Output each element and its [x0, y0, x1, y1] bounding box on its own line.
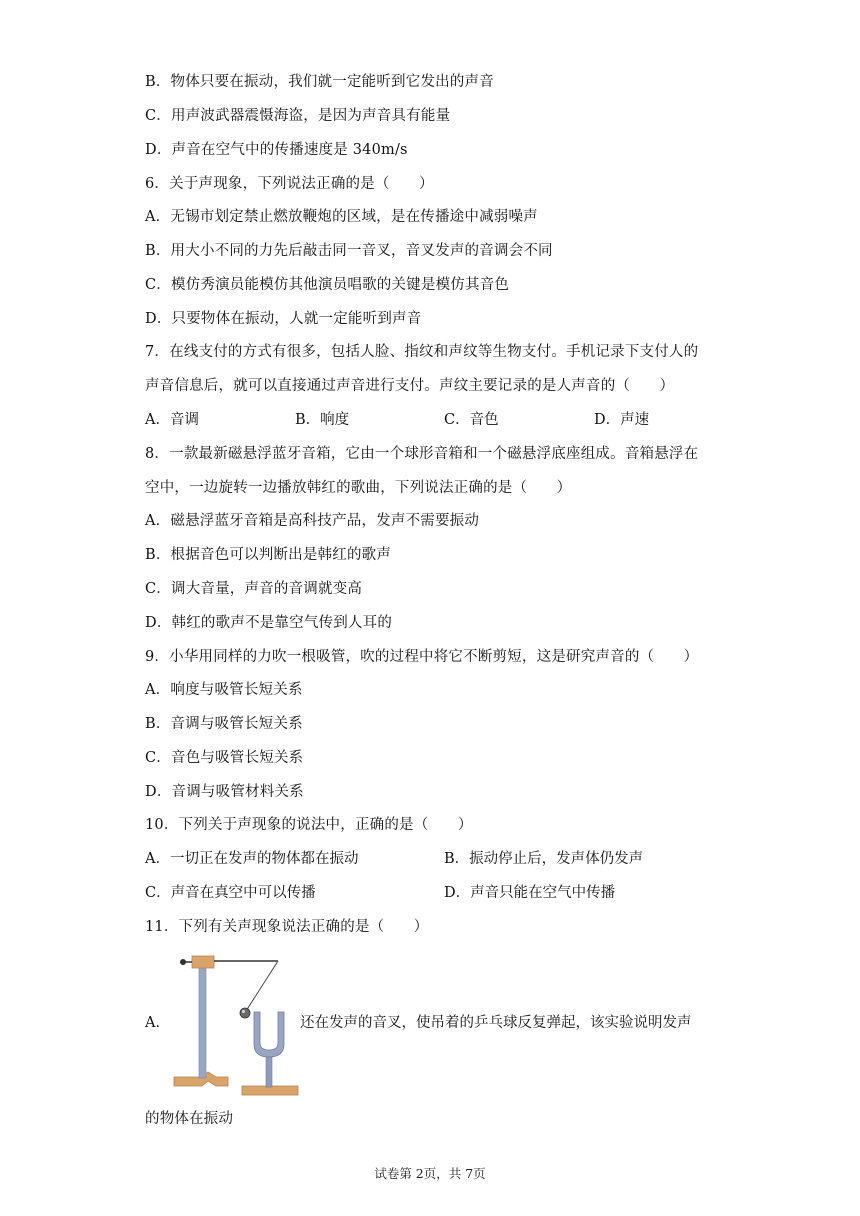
q7-option-d: D．声速	[594, 412, 650, 428]
q7-stem-line1: 7．在线支付的方式有很多，包括人脸、指纹和声纹等生物支付。手机记录下支付人的	[145, 344, 699, 360]
stand-rod-icon	[199, 960, 206, 1078]
q9-stem: 9．小华用同样的力吹一根吸管，吹的过程中将它不断剪短，这是研究声音的（ ）	[145, 649, 699, 665]
q9-option-b: B．音调与吸管长短关系	[145, 716, 303, 732]
q5-option-d: D．声音在空气中的传播速度是 340m/s	[145, 142, 408, 158]
q11-option-a-label: A．	[145, 1015, 170, 1031]
q11-stem: 11．下列有关声现象说法正确的是（ ）	[145, 919, 429, 935]
tuning-fork-icon	[254, 1012, 284, 1057]
q9-option-c: C．音色与吸管长短关系	[145, 750, 304, 766]
fork-stem-icon	[266, 1054, 272, 1087]
q5-option-b: B．物体只要在振动，我们就一定能听到它发出的声音	[145, 74, 494, 90]
ping-pong-ball-icon	[240, 1008, 250, 1018]
q10-stem: 10．下列关于声现象的说法中，正确的是（ ）	[145, 817, 473, 833]
q7-option-c: C．音色	[444, 412, 499, 428]
q10-option-b: B．振动停止后，发声体仍发声	[444, 851, 644, 867]
q6-option-d: D．只要物体在振动，人就一定能听到声音	[145, 311, 422, 327]
q10-option-a: A．一切正在发声的物体都在振动	[145, 851, 359, 867]
string-icon	[246, 961, 278, 1011]
q8-stem-line2: 空中，一边旋转一边播放韩红的歌曲，下列说法正确的是（ ）	[145, 480, 572, 496]
q8-option-b: B．根据音色可以判断出是韩红的歌声	[145, 547, 392, 563]
q9-option-d: D．音调与吸管材料关系	[145, 784, 304, 800]
tuning-fork-pendulum-figure	[168, 950, 300, 1102]
clamp-block-icon	[192, 956, 214, 968]
q11-option-a-text: 还在发声的音叉，使吊着的乒乓球反复弹起，该实验说明发声	[300, 1015, 692, 1031]
q9-option-a: A．响度与吸管长短关系	[145, 682, 303, 698]
fork-base-icon	[242, 1086, 298, 1095]
q10-option-d: D．声音只能在空气中传播	[444, 885, 616, 901]
q11-option-a-continuation: 的物体在振动	[145, 1111, 234, 1127]
q8-option-c: C．调大音量，声音的音调就变高	[145, 581, 363, 597]
q8-stem-line1: 8．一款最新磁悬浮蓝牙音箱，它由一个球形音箱和一个磁悬浮底座组成。音箱悬浮在	[145, 446, 699, 462]
q8-option-d: D．韩红的歌声不是靠空气传到人耳的	[145, 615, 393, 631]
q7-stem-line2: 声音信息后，就可以直接通过声音进行支付。声纹主要记录的是人声音的（ ）	[145, 378, 675, 394]
q6-option-b: B．用大小不同的力先后敲击同一音叉，音叉发声的音调会不同	[145, 243, 553, 259]
q7-option-b: B．响度	[295, 412, 350, 428]
q5-option-c: C．用声波武器震慑海盗，是因为声音具有能量	[145, 108, 451, 124]
q6-stem: 6．关于声现象，下列说法正确的是（ ）	[145, 176, 434, 192]
q8-option-a: A．磁悬浮蓝牙音箱是高科技产品，发声不需要振动	[145, 513, 480, 529]
q10-option-c: C．声音在真空中可以传播	[145, 885, 316, 901]
q6-option-a: A．无锡市划定禁止燃放鞭炮的区域，是在传播途中减弱噪声	[145, 209, 538, 225]
q6-option-c: C．模仿秀演员能模仿其他演员唱歌的关键是模仿其音色	[145, 277, 510, 293]
page-footer: 试卷第 2页，共 7页	[374, 1166, 486, 1181]
q7-option-a: A．音调	[145, 412, 199, 428]
